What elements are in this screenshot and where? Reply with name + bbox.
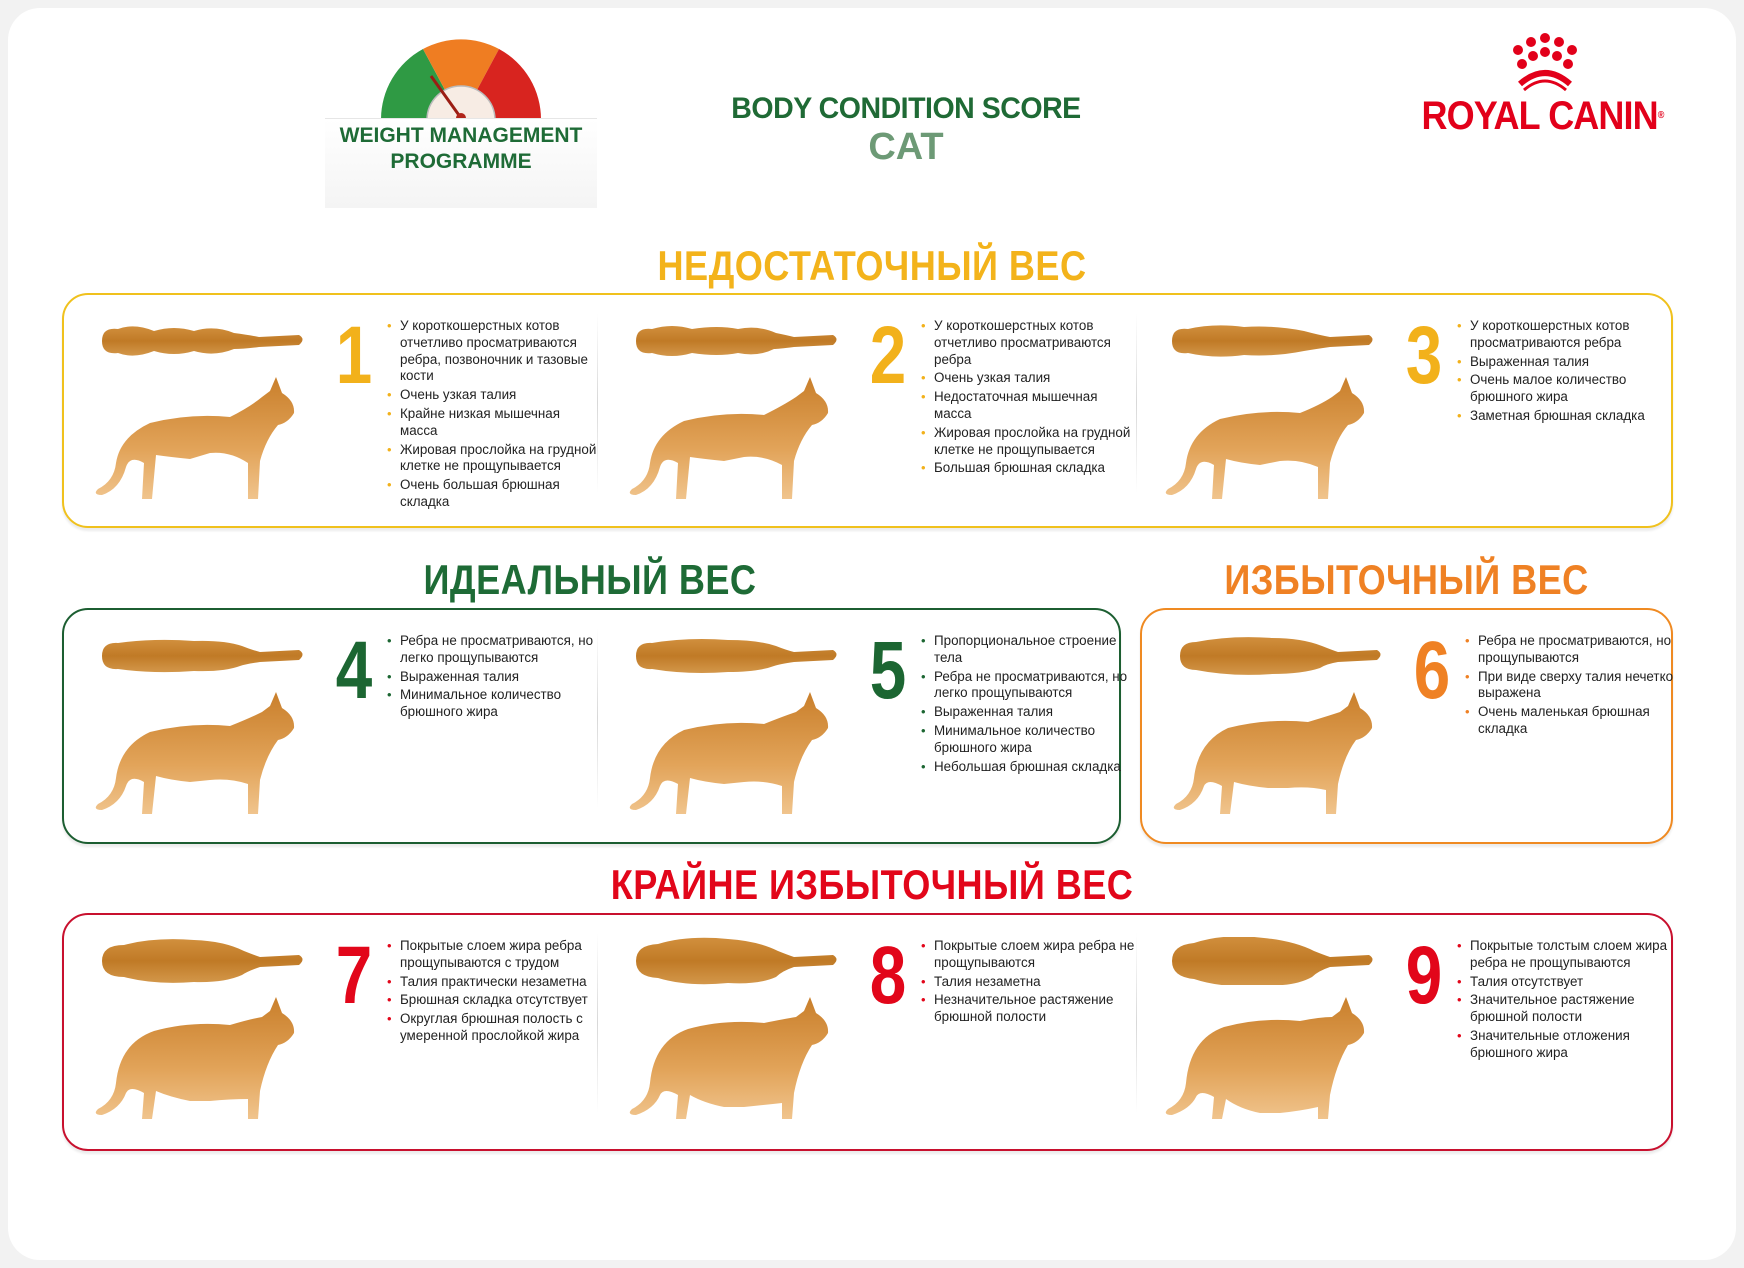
score-card-3 (1146, 309, 1681, 519)
logo-line-1: WEIGHT MANAGEMENT (339, 124, 583, 147)
criteria-list (920, 938, 1135, 1028)
criteria-item: • Округлая брюшная полость с умеренной прослойкой жира (386, 1011, 601, 1045)
weight-management-text (325, 118, 597, 208)
title-main: BODY CONDITION SCORE (731, 92, 1081, 125)
criteria-item: • Выраженная талия (920, 704, 1135, 721)
divider (1136, 313, 1137, 493)
criteria-item: • Ребра не просматриваются, но прощупываются (1464, 633, 1679, 667)
cat-top-view-icon (94, 632, 309, 680)
criteria-item: • У короткошерстных котов отчетливо просматриваются ребра (920, 318, 1135, 368)
gauge-icon (371, 30, 551, 120)
criteria-list (1464, 633, 1679, 740)
criteria-item: • Покрытые слоем жира ребра не прощупываются (920, 938, 1135, 972)
score-card-6 (1154, 624, 1689, 834)
criteria-item: • Незначительное растяжение брюшной полости (920, 992, 1135, 1026)
score-number: 7 (335, 930, 373, 1021)
title-subtitle: CAT (868, 126, 944, 168)
heading-extreme: КРАЙНЕ ИЗБЫТОЧНЫЙ ВЕС (610, 861, 1134, 908)
divider (597, 628, 598, 808)
criteria-item: • Жировая прослойка на грудной клетке не прощупывается (920, 425, 1135, 459)
royal-canin-logo (1400, 32, 1685, 142)
cat-side-view-icon (1160, 991, 1380, 1131)
criteria-item: • Очень узкая талия (920, 370, 1135, 387)
score-card-1 (76, 309, 611, 519)
cat-top-view-icon (94, 937, 309, 985)
criteria-item: • Значительные отложения брюшного жира (1456, 1028, 1671, 1062)
criteria-item: • Заметная брюшная складка (1456, 408, 1671, 425)
cat-top-view-icon (628, 937, 843, 985)
criteria-list (1456, 318, 1671, 427)
divider (597, 933, 598, 1113)
cat-side-view-icon (624, 371, 844, 511)
cat-side-view-icon (90, 991, 310, 1131)
criteria-list (386, 633, 601, 723)
logo-line-2: PROGRAMME (390, 150, 532, 173)
criteria-item: • Очень большая брюшная складка (386, 477, 601, 511)
score-card-2 (610, 309, 1145, 519)
criteria-item: • Ребра не просматриваются, но легко прощупываются (920, 669, 1135, 703)
score-card-7 (76, 929, 611, 1139)
criteria-item: • Ребра не просматриваются, но легко прощупываются (386, 633, 601, 667)
crown-icon (1500, 32, 1590, 92)
criteria-item: • Талия отсутствует (1456, 974, 1671, 991)
criteria-list (1456, 938, 1671, 1064)
criteria-item: • Очень узкая талия (386, 387, 601, 404)
cat-side-view-icon (90, 371, 310, 511)
score-number: 1 (335, 310, 373, 401)
cat-top-view-icon (628, 317, 843, 365)
ideal-panel (62, 608, 1128, 844)
score-card-5 (610, 624, 1145, 834)
criteria-item: • Жировая прослойка на грудной клетке не прощупывается (386, 442, 601, 476)
score-number: 8 (869, 930, 907, 1021)
cat-side-view-icon (90, 686, 310, 826)
heading-ideal: ИДЕАЛЬНЫЙ ВЕС (423, 556, 757, 603)
criteria-item: • Очень маленькая брюшная складка (1464, 704, 1679, 738)
cat-top-view-icon (1164, 317, 1379, 365)
criteria-list (386, 938, 601, 1047)
criteria-item: • Очень малое количество брюшного жира (1456, 372, 1671, 406)
heading-overweight: ИЗБЫТОЧНЫЙ ВЕС (1224, 556, 1589, 603)
brand-name (1414, 94, 1671, 138)
criteria-list (386, 318, 601, 513)
criteria-item: • Пропорциональное строение тела (920, 633, 1135, 667)
brand-name-text: ROYAL CANIN (1421, 94, 1658, 138)
score-number: 3 (1405, 310, 1443, 401)
criteria-item: • Большая брюшная складка (920, 460, 1135, 477)
criteria-list (920, 633, 1135, 777)
criteria-item: • Выраженная талия (386, 669, 601, 686)
score-number: 2 (869, 310, 907, 401)
cat-side-view-icon (624, 686, 844, 826)
criteria-item: • Покрытые слоем жира ребра прощупываются с трудом (386, 938, 601, 972)
score-number: 9 (1405, 930, 1443, 1021)
criteria-item: • Небольшая брюшная складка (920, 759, 1135, 776)
criteria-list (920, 318, 1135, 479)
criteria-item: • Брюшная складка отсутствует (386, 992, 601, 1009)
score-card-9 (1146, 929, 1681, 1139)
criteria-item: • Покрытые толстым слоем жира ребра не прощупываются (1456, 938, 1671, 972)
page-title (706, 92, 1106, 168)
criteria-item: • При виде сверху талия нечетко выражена (1464, 669, 1679, 703)
criteria-item: • Минимальное количество брюшного жира (920, 723, 1135, 757)
score-card-8 (610, 929, 1145, 1139)
cat-side-view-icon (1168, 686, 1388, 826)
overweight-panel (1140, 608, 1673, 844)
cat-top-view-icon (1172, 632, 1387, 680)
extreme-overweight-panel (62, 913, 1673, 1151)
score-number: 5 (869, 625, 907, 716)
divider (597, 313, 598, 493)
criteria-item: • Минимальное количество брюшного жира (386, 687, 601, 721)
cat-side-view-icon (624, 991, 844, 1131)
score-number: 4 (335, 625, 373, 716)
criteria-item: • Талия практически незаметна (386, 974, 601, 991)
heading-underweight: НЕДОСТАТОЧНЫЙ ВЕС (657, 242, 1087, 289)
criteria-item: • Значительное растяжение брюшной полости (1456, 992, 1671, 1026)
registered-mark: ® (1657, 110, 1664, 121)
underweight-panel (62, 293, 1673, 528)
cat-side-view-icon (1160, 371, 1380, 511)
score-number: 6 (1413, 625, 1451, 716)
divider (1136, 933, 1137, 1113)
criteria-item: • Выраженная талия (1456, 354, 1671, 371)
criteria-item: • Талия незаметна (920, 974, 1135, 991)
criteria-item: • Крайне низкая мышечная масса (386, 406, 601, 440)
cat-top-view-icon (628, 632, 843, 680)
criteria-item: • У короткошерстных котов просматриваются ребра (1456, 318, 1671, 352)
criteria-item: • У короткошерстных котов отчетливо просматриваются ребра, позвоночник и тазовые кости (386, 318, 601, 385)
weight-management-logo (325, 30, 597, 180)
score-card-4 (76, 624, 611, 834)
cat-top-view-icon (1164, 937, 1379, 985)
criteria-item: • Недостаточная мышечная масса (920, 389, 1135, 423)
cat-top-view-icon (94, 317, 309, 365)
